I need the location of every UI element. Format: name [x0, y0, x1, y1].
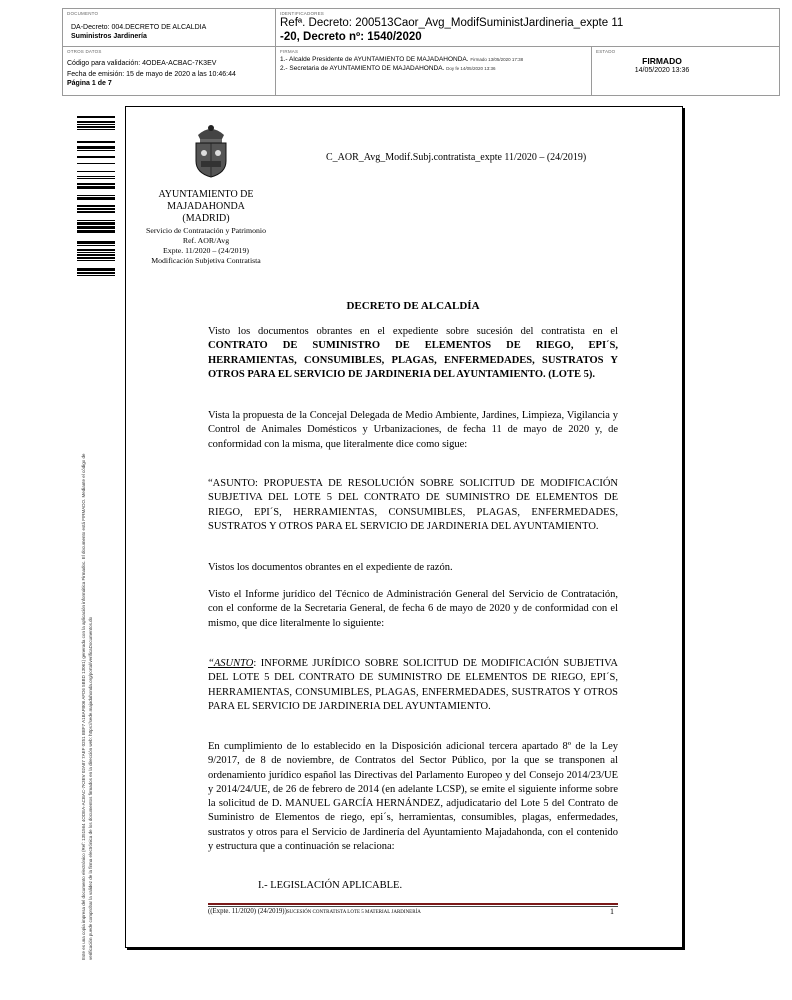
firmas-label: FIRMAS [280, 49, 299, 54]
paragraph-1-text: Visto los documentos obrantes en el expediente sobre sucesión del contratista en el [208, 326, 618, 337]
identificadores-cell [276, 9, 780, 47]
paragraph-6 [208, 657, 618, 714]
reference-line: C_AOR_Avg_Modif.Subj.contratista_expte 11/2020 – (24/2019) [326, 152, 587, 163]
side-text-line2: verificación puede comprobar la validez de la firma electrónica de los documentos firmados en la dirección web: https://sede.majadahonda.org/portal/verificaDocumentos.do [88, 616, 93, 960]
firma-2-text: 2.- Secretaria de AYUNTAMIENTO DE MAJADAHONDA. [280, 65, 445, 72]
firma-2-date: Doy fe 14/05/2020 13:36 [446, 66, 496, 71]
identificadores-line1: Refª. Decreto: 200513Caor_Avg_ModifSuministJardineria_expte 11 [280, 17, 624, 29]
paragraph-6-prefix: “ASUNTO [208, 658, 254, 669]
org-line5: Ref. AOR/Avg [182, 236, 230, 245]
org-line4: Servicio de Contratación y Patrimonio [146, 226, 266, 235]
page-title: DECRETO DE ALCALDÍA [346, 300, 480, 312]
documento-line1: DA-Decreto: 004.DECRETO DE ALCALDIA [71, 24, 207, 31]
estado-date: 14/05/2020 13:36 [634, 67, 690, 74]
estado-cell [592, 47, 780, 95]
paragraph-6-text: : INFORME JURÍDICO SOBRE SOLICITUD DE MODIFICACIÓN SUBJETIVA DEL LOTE 5 DEL CONTRATO DE SUMINISTRO DE ELEMENTOS DE RIEGO, EPI´S, HERRAMIENTAS, CONSUMIBLES, PLAGAS, ENFERMEDADES, SUSTRATOS Y OTROS PARA EL SERVICIO DE JARDINERIA DEL AYUNTAMIENTO. [208, 658, 618, 712]
otros-label: OTROS DATOS [67, 49, 102, 54]
fecha-emision: Fecha de emisión: 15 de mayo de 2020 a las 10:46:44 [67, 71, 236, 78]
footer-reference [208, 908, 421, 915]
documento-line2: Suministros Jardinería [71, 33, 147, 40]
paragraph-1-bold: CONTRATO DE SUMINISTRO DE ELEMENTOS DE RIEGO, EPI´S, HERRAMIENTAS, CONSUMIBLES, PLAGAS, ENFERMEDADES, SUSTRATOS Y OTROS PARA EL SERVICIO DE JARDINERIA DEL AYUNTAMIENTO. (LOTE 5). [208, 340, 618, 380]
estado-value: FIRMADO [642, 56, 682, 66]
coat-of-arms-logo [190, 121, 232, 179]
section-heading: I.- LEGISLACIÓN APLICABLE. [258, 880, 403, 891]
otros-datos-cell [63, 47, 276, 95]
paragraph-3: “ASUNTO: PROPUESTA DE RESOLUCIÓN SOBRE SOLICITUD DE MODIFICACIÓN SUBJETIVA DEL LOTE 5 DEL CONTRATO DE SUMINISTRO DE ELEMENTOS DE RIEGO, EPI´S, HERRAMIENTAS, CONSUMIBLES, PLAGAS, ENFERMEDADES, SUSTRATOS Y OTROS PARA EL SERVICIO DE JARDINERIA DEL AYUNTAMIENTO. [208, 478, 618, 532]
side-verification-text [80, 280, 94, 960]
estado-label: ESTADO [596, 49, 616, 54]
page-number: 1 [610, 907, 614, 916]
signature-header [62, 8, 780, 96]
org-line3: (MADRID) [182, 213, 230, 224]
firma-2 [280, 65, 495, 72]
documento-cell [63, 9, 276, 47]
footer-left: ((Expte. 11/2020) (24/2019)) [208, 908, 287, 915]
org-line2: MAJADAHONDA [167, 201, 245, 212]
org-line1: AYUNTAMIENTO DE [158, 189, 254, 200]
paragraph-1 [208, 325, 618, 382]
paragraph-7: En cumplimiento de lo establecido en la Disposición adicional tercera apartado 8º de la Ley 9/2017, de 8 de noviembre, de Contratos del Sector Público, por la que se transponen al ordenamiento jurídico español las Directivas del Parlamento Europeo y del Consejo 2014/23/UE y 2014/24/UE, de 26 de febrero de 2014 (en adelante LCSP), se emite el siguiente informe sobre la solicitud de D. MANUEL GARCÍA HERNÁNDEZ, adjudicatario del Lote 5 del Contrato de Suministro de Elementos de riego, epi´s, herramientas, consumibles, plagas, enfermedades, sustratos y otros para el Servicio de Jardinería del Ayuntamiento Majadahonda, con el contenido y estructura que a continuación se relaciona: [208, 741, 618, 853]
identificadores-label: IDENTIFICADORES [280, 11, 325, 16]
documento-label: DOCUMENTO [67, 11, 99, 16]
footer-small: SUCESIÓN CONTRATISTA LOTE 5 MATERIAL JARDINERÍA [286, 910, 421, 915]
firma-1-date: Firmado 13/05/2020 17:38 [470, 57, 524, 62]
firma-1 [280, 56, 523, 63]
footer-rule [208, 903, 618, 905]
pagina-indicator: Página 1 de 7 [67, 80, 112, 87]
barcode-image [77, 116, 115, 278]
document-page [125, 106, 683, 948]
side-text-line1: Este es una copia impresa del documento electrónico (Ref: 1351564 4ODEA-ACBAC-7K3EV 02A87 7AEF 0251 BBF7 A1BAFB06 AFD6 5BBD 13061) generada con la aplicación informática Firmadoc. El documento está FIRMADO. Mediante el código de [81, 453, 86, 960]
paragraph-4: Vistos los documentos obrantes en el expediente de razón. [208, 562, 453, 573]
paragraph-2: Vista la propuesta de la Concejal Delegada de Medio Ambiente, Jardines, Limpieza, Vigilancia y Control de Animales Domésticos y Urbanizaciones, de fecha 11 de mayo de 2020 y, de conformidad con la misma, que literalmente dice como sigue: [208, 410, 618, 450]
codigo-validacion: Código para validación: 4ODEA-ACBAC-7K3EV [67, 60, 217, 67]
paragraph-5: Visto el Informe jurídico del Técnico de Administración General del Servicio de Contratación, con el conforme de la Secretaria General, de fecha 6 de mayo de 2020 y de conformidad con el mismo, que dice literalmente lo siguiente: [208, 589, 618, 629]
org-line7: Modificación Subjetiva Contratista [151, 256, 261, 265]
firmas-cell [276, 47, 592, 95]
org-line6: Expte. 11/2020 – (24/2019) [163, 246, 249, 255]
footer-rule-thin [208, 906, 618, 907]
identificadores-line2: -20, Decreto nº: 1540/2020 [280, 31, 422, 43]
firma-1-text: 1.- Alcalde Presidente de AYUNTAMIENTO DE MAJADAHONDA. [280, 56, 469, 63]
